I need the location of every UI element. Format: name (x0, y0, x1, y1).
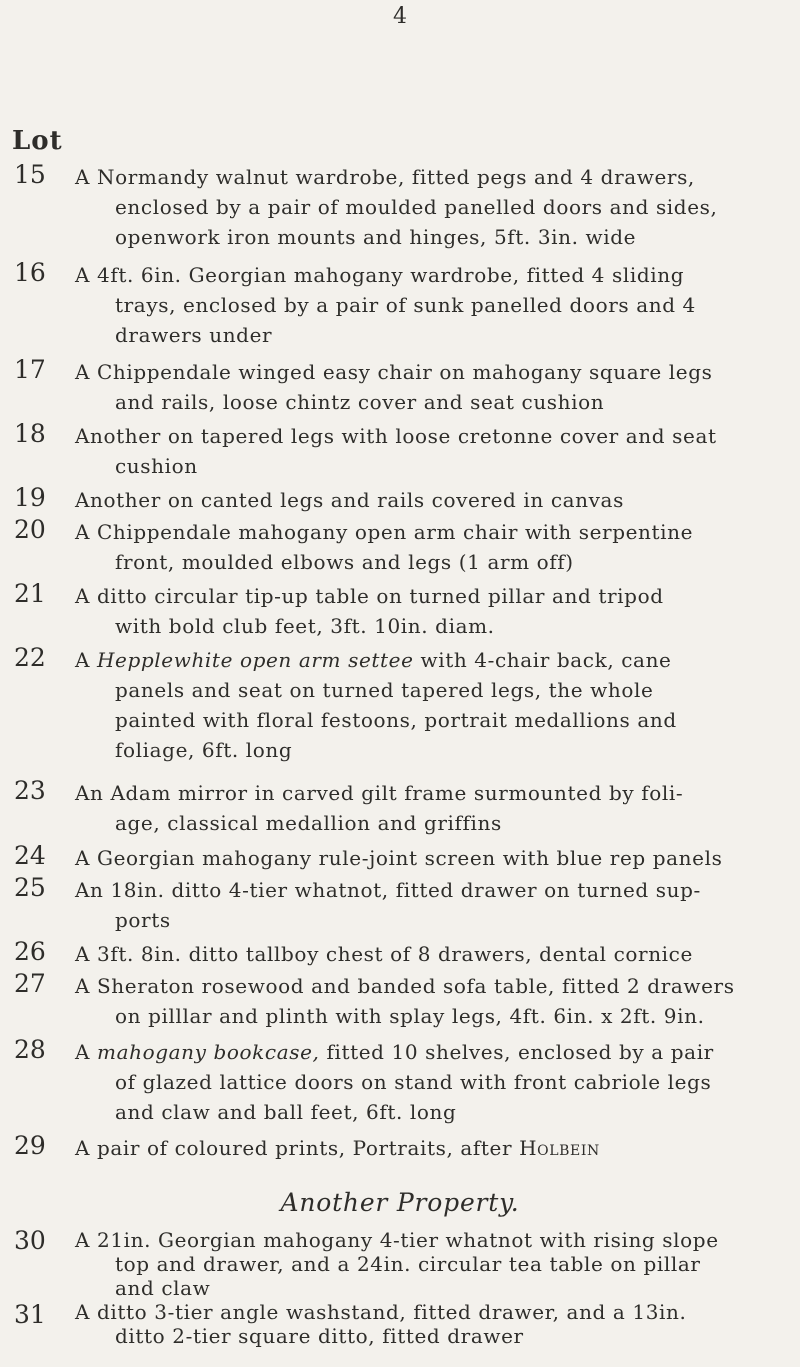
lot-description: A Chippendale mahogany open arm chair with serpentine front, moulded elbows and legs (1 arm off) (75, 520, 694, 574)
lot-description: A Chippendale winged easy chair on mahogany square legs and rails, loose chintz cover and seat cushion (75, 360, 713, 414)
lot-number: 31 (14, 1300, 46, 1329)
lot-description: A mahogany bookcase, fitted 10 shelves, enclosed by a pair of glazed lattice doors on stand with front cabriole legs and claw and ball feet, 6ft. long (75, 1040, 714, 1124)
lot-description: Another on canted legs and rails covered in canvas (75, 488, 624, 512)
lot-description: A 21in. Georgian mahogany 4-tier whatnot with rising slope top and drawer, and a 24in. circular tea table on pillar and claw (75, 1228, 719, 1300)
lot-number: 27 (14, 969, 46, 998)
lot-number: 16 (14, 258, 46, 287)
lot-description: A Normandy walnut wardrobe, fitted pegs and 4 drawers, enclosed by a pair of moulded panelled doors and sides, openwork iron mounts and hinges, 5ft. 3in. wide (75, 165, 718, 249)
lot-number: 24 (14, 841, 46, 870)
lot-description: A Hepplewhite open arm settee with 4-chair back, cane panels and seat on turned tapered legs, the whole painted with floral festoons, portrait medallions and foliage, 6ft. long (75, 648, 677, 762)
lot-number: 25 (14, 873, 46, 902)
lot-number: 19 (14, 483, 46, 512)
lot-number: 15 (14, 160, 46, 189)
lot-description: A ditto 3-tier angle washstand, fitted drawer, and a 13in. ditto 2-tier square ditto, fitted drawer (75, 1300, 687, 1348)
lot-description: A pair of coloured prints, Portraits, after Holbein (75, 1136, 600, 1160)
lot-number: 21 (14, 579, 46, 608)
lot-number: 18 (14, 419, 46, 448)
lot-number: 28 (14, 1035, 46, 1064)
section-heading: Another Property. (280, 1188, 520, 1217)
lot-number: 17 (14, 355, 46, 384)
lot-number: 30 (14, 1226, 46, 1255)
lot-column-heading: Lot (12, 126, 63, 156)
lot-description: A Georgian mahogany rule-joint screen with blue rep panels (75, 846, 723, 870)
lot-number: 26 (14, 937, 46, 966)
lot-description: An 18in. ditto 4-tier whatnot, fitted drawer on turned sup- ports (75, 878, 701, 932)
lot-number: 22 (14, 643, 46, 672)
lot-number: 20 (14, 515, 46, 544)
lot-number: 23 (14, 776, 46, 805)
lot-number: 29 (14, 1131, 46, 1160)
lot-description: A Sheraton rosewood and banded sofa table, fitted 2 drawers on pilllar and plinth with splay legs, 4ft. 6in. x 2ft. 9in. (75, 974, 735, 1028)
lot-description: A 3ft. 8in. ditto tallboy chest of 8 drawers, dental cornice (75, 942, 693, 966)
lot-description: A ditto circular tip-up table on turned pillar and tripod with bold club feet, 3ft. 10in. diam. (75, 584, 664, 638)
lot-description: A 4ft. 6in. Georgian mahogany wardrobe, fitted 4 sliding trays, enclosed by a pair of sunk panelled doors and 4 drawers under (75, 263, 696, 347)
lot-description: Another on tapered legs with loose cretonne cover and seat cushion (75, 424, 717, 478)
lot-description: An Adam mirror in carved gilt frame surmounted by foli- age, classical medallion and griffins (75, 781, 684, 835)
page-number: 4 (393, 4, 407, 29)
